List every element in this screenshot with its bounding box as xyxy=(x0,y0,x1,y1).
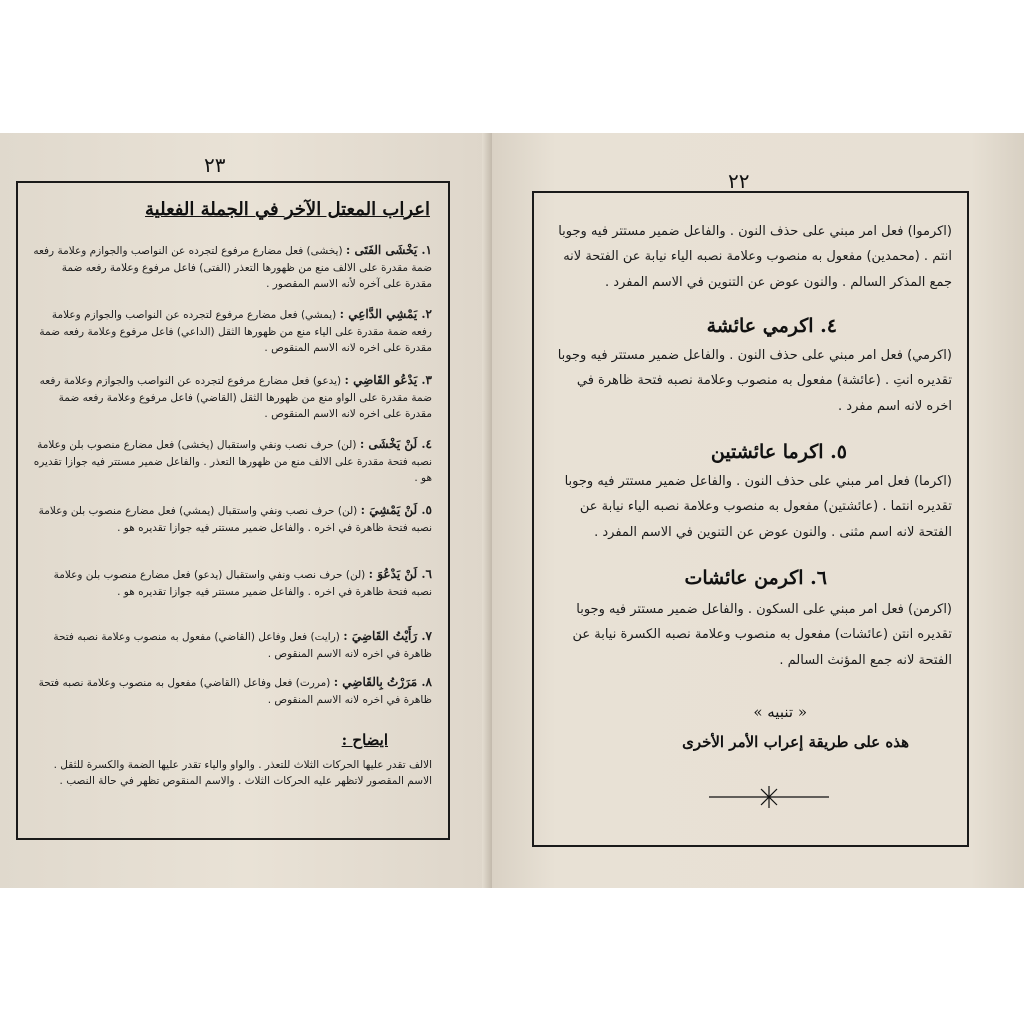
item-text: (مررت) فعل وفاعل (القاضي) مفعول به منصوب وعلامة نصبه فتحة ظاهرة في اخره لانه الاسم المنقوص . xyxy=(38,677,432,706)
item-text: (لن) حرف نصب ونفي واستقبال (يمشي) فعل مضارع منصوب بلن وعلامة نصبه فتحة ظاهرة في اخره . والفاعل ضمير مستتر فيه جوازا تقديره هو . xyxy=(38,505,432,534)
item-head: ٢. يَمْشِي الدَّاعِي : xyxy=(339,307,432,321)
item-head: ٣. يَدْعُو القَاضِي : xyxy=(344,373,432,387)
item-text: (يدعو) فعل مضارع مرفوع لتجرده عن النواصب والجوازم وعلامة رفعه ضمة مقدرة على الواو منع من ظهورها الثقل (القاضي) فاعل مرفوع وعلامة رفعه ضمة مقدرة على اخره لانه الاسم المنقوص . xyxy=(39,375,432,420)
star-divider-icon xyxy=(709,785,829,809)
note-text: هذه على طريقة إعراب الأمر الأخرى xyxy=(682,733,909,751)
page-number: ٢٢ xyxy=(728,169,750,193)
left-page-frame xyxy=(16,181,450,840)
page-title: اعراب المعتل الآخر في الجملة الفعلية xyxy=(145,199,430,220)
item-head: ٤. لَنْ يَخْشَى : xyxy=(359,437,432,451)
section-heading: ٥. اكرما عائشتين xyxy=(710,441,847,463)
intro-text: (اكرموا) فعل امر مبني على حذف النون . والفاعل ضمير مستتر فيه وجوبا انتم . (محمدين) مفعول به منصوب وعلامة نصبه الياء نيابة عن الفتحة لانه جمع المذكر السالم . والنون عوض عن التنوين في الاسم المفرد . xyxy=(558,224,952,290)
item-8 xyxy=(32,673,432,708)
section-heading: ٦. اكرمن عائشات xyxy=(684,567,827,589)
note-heading: « تنبيه » xyxy=(753,703,807,721)
right-page-frame xyxy=(532,191,969,847)
item-head: ٨. مَرَرْتُ بِالقَاضِي : xyxy=(333,675,432,689)
open-book xyxy=(0,133,1024,888)
page-number: ٢٣ xyxy=(204,153,226,177)
section-text: (اكرما) فعل امر مبني على حذف النون . والفاعل ضمير مستتر فيه وجوبا تقديره انتما . (عائشتين) مفعول به منصوب وعلامة نصبه الياء نيابة عن الفتحة لانه اسم مثنى . والنون عوض عن التنوين في الاسم المفرد . xyxy=(564,474,952,540)
item-head: ١. يَخْشَى الفَتَى : xyxy=(345,243,432,257)
item-text: (رايت) فعل وفاعل (القاضي) مفعول به منصوب وعلامة نصبه فتحة ظاهرة في اخره لانه الاسم المنقوص . xyxy=(53,631,432,660)
item-4 xyxy=(32,435,432,486)
section-text: (اكرمي) فعل امر مبني على حذف النون . والفاعل ضمير مستتر فيه وجوبا تقديره انتِ . (عائشة) مفعول به منصوب وعلامة نصبه فتحة ظاهرة في اخره لانه اسم مفرد . xyxy=(557,348,952,414)
item-3 xyxy=(32,371,432,422)
item-text: (يمشي) فعل مضارع مرفوع لتجرده عن النواصب والجوازم وعلامة رفعه ضمة مقدرة على الياء منع من ظهورها الثقل (الداعي) فاعل مرفوع وعلامة رفعه ضمة مقدرة على اخره لانه الاسم المنقوص . xyxy=(39,309,432,354)
item-7 xyxy=(32,627,432,662)
item-text: (يخشى) فعل مضارع مرفوع لتجرده عن النواصب والجوازم وعلامة رفعه ضمة مقدرة على الالف منع من ظهورها التعذر (الفتى) فاعل مرفوع وعلامة رفعه ضمة مقدرة على آخره لأنه الاسم المقصور . xyxy=(33,245,432,290)
item-1 xyxy=(32,241,432,292)
item-text: (لن) حرف نصب ونفي واستقبال (يخشى) فعل مضارع منصوب بلن وعلامة نصبه فتحة مقدرة على الالف منع من ظهورها التعذر . والفاعل ضمير مستتر فيه جوازا تقديره هو . xyxy=(33,439,432,484)
item-5 xyxy=(32,501,432,536)
section-heading: ٤. اكرمي عائشة xyxy=(706,315,837,337)
left-page xyxy=(0,133,492,888)
section-text: (اكرمن) فعل امر مبني على السكون . والفاعل ضمير مستتر فيه وجوبا تقديره انتن (عائشات) مفعول به منصوب وعلامة نصبه الكسرة نيابة عن الفتحة لانه جمع المؤنث السالم . xyxy=(572,602,952,668)
note-heading: ايضاح : xyxy=(341,731,388,749)
item-2 xyxy=(32,305,432,356)
item-head: ٧. رَأَيْتُ القَاضِيَ : xyxy=(343,629,432,643)
right-page xyxy=(492,133,1024,888)
item-6 xyxy=(32,565,432,600)
item-head: ٦. لَنْ يَدْعُوَ : xyxy=(368,567,432,581)
item-text: (لن) حرف نصب ونفي واستقبال (يدعو) فعل مضارع منصوب بلن وعلامة نصبه فتحة ظاهرة في اخره . والفاعل ضمير مستتر فيه جوازا تقديره هو . xyxy=(53,569,432,598)
item-head: ٥. لَنْ يَمْشِيَ : xyxy=(360,503,432,517)
note-text: الالف تقدر عليها الحركات الثلاث للتعذر . والواو والياء تقدر عليها الضمة والكسرة للثقل . الاسم المقصور لاتظهر عليه الحركات الثلاث . والاسم المنقوص تظهر في حالة النصب . xyxy=(53,759,432,788)
